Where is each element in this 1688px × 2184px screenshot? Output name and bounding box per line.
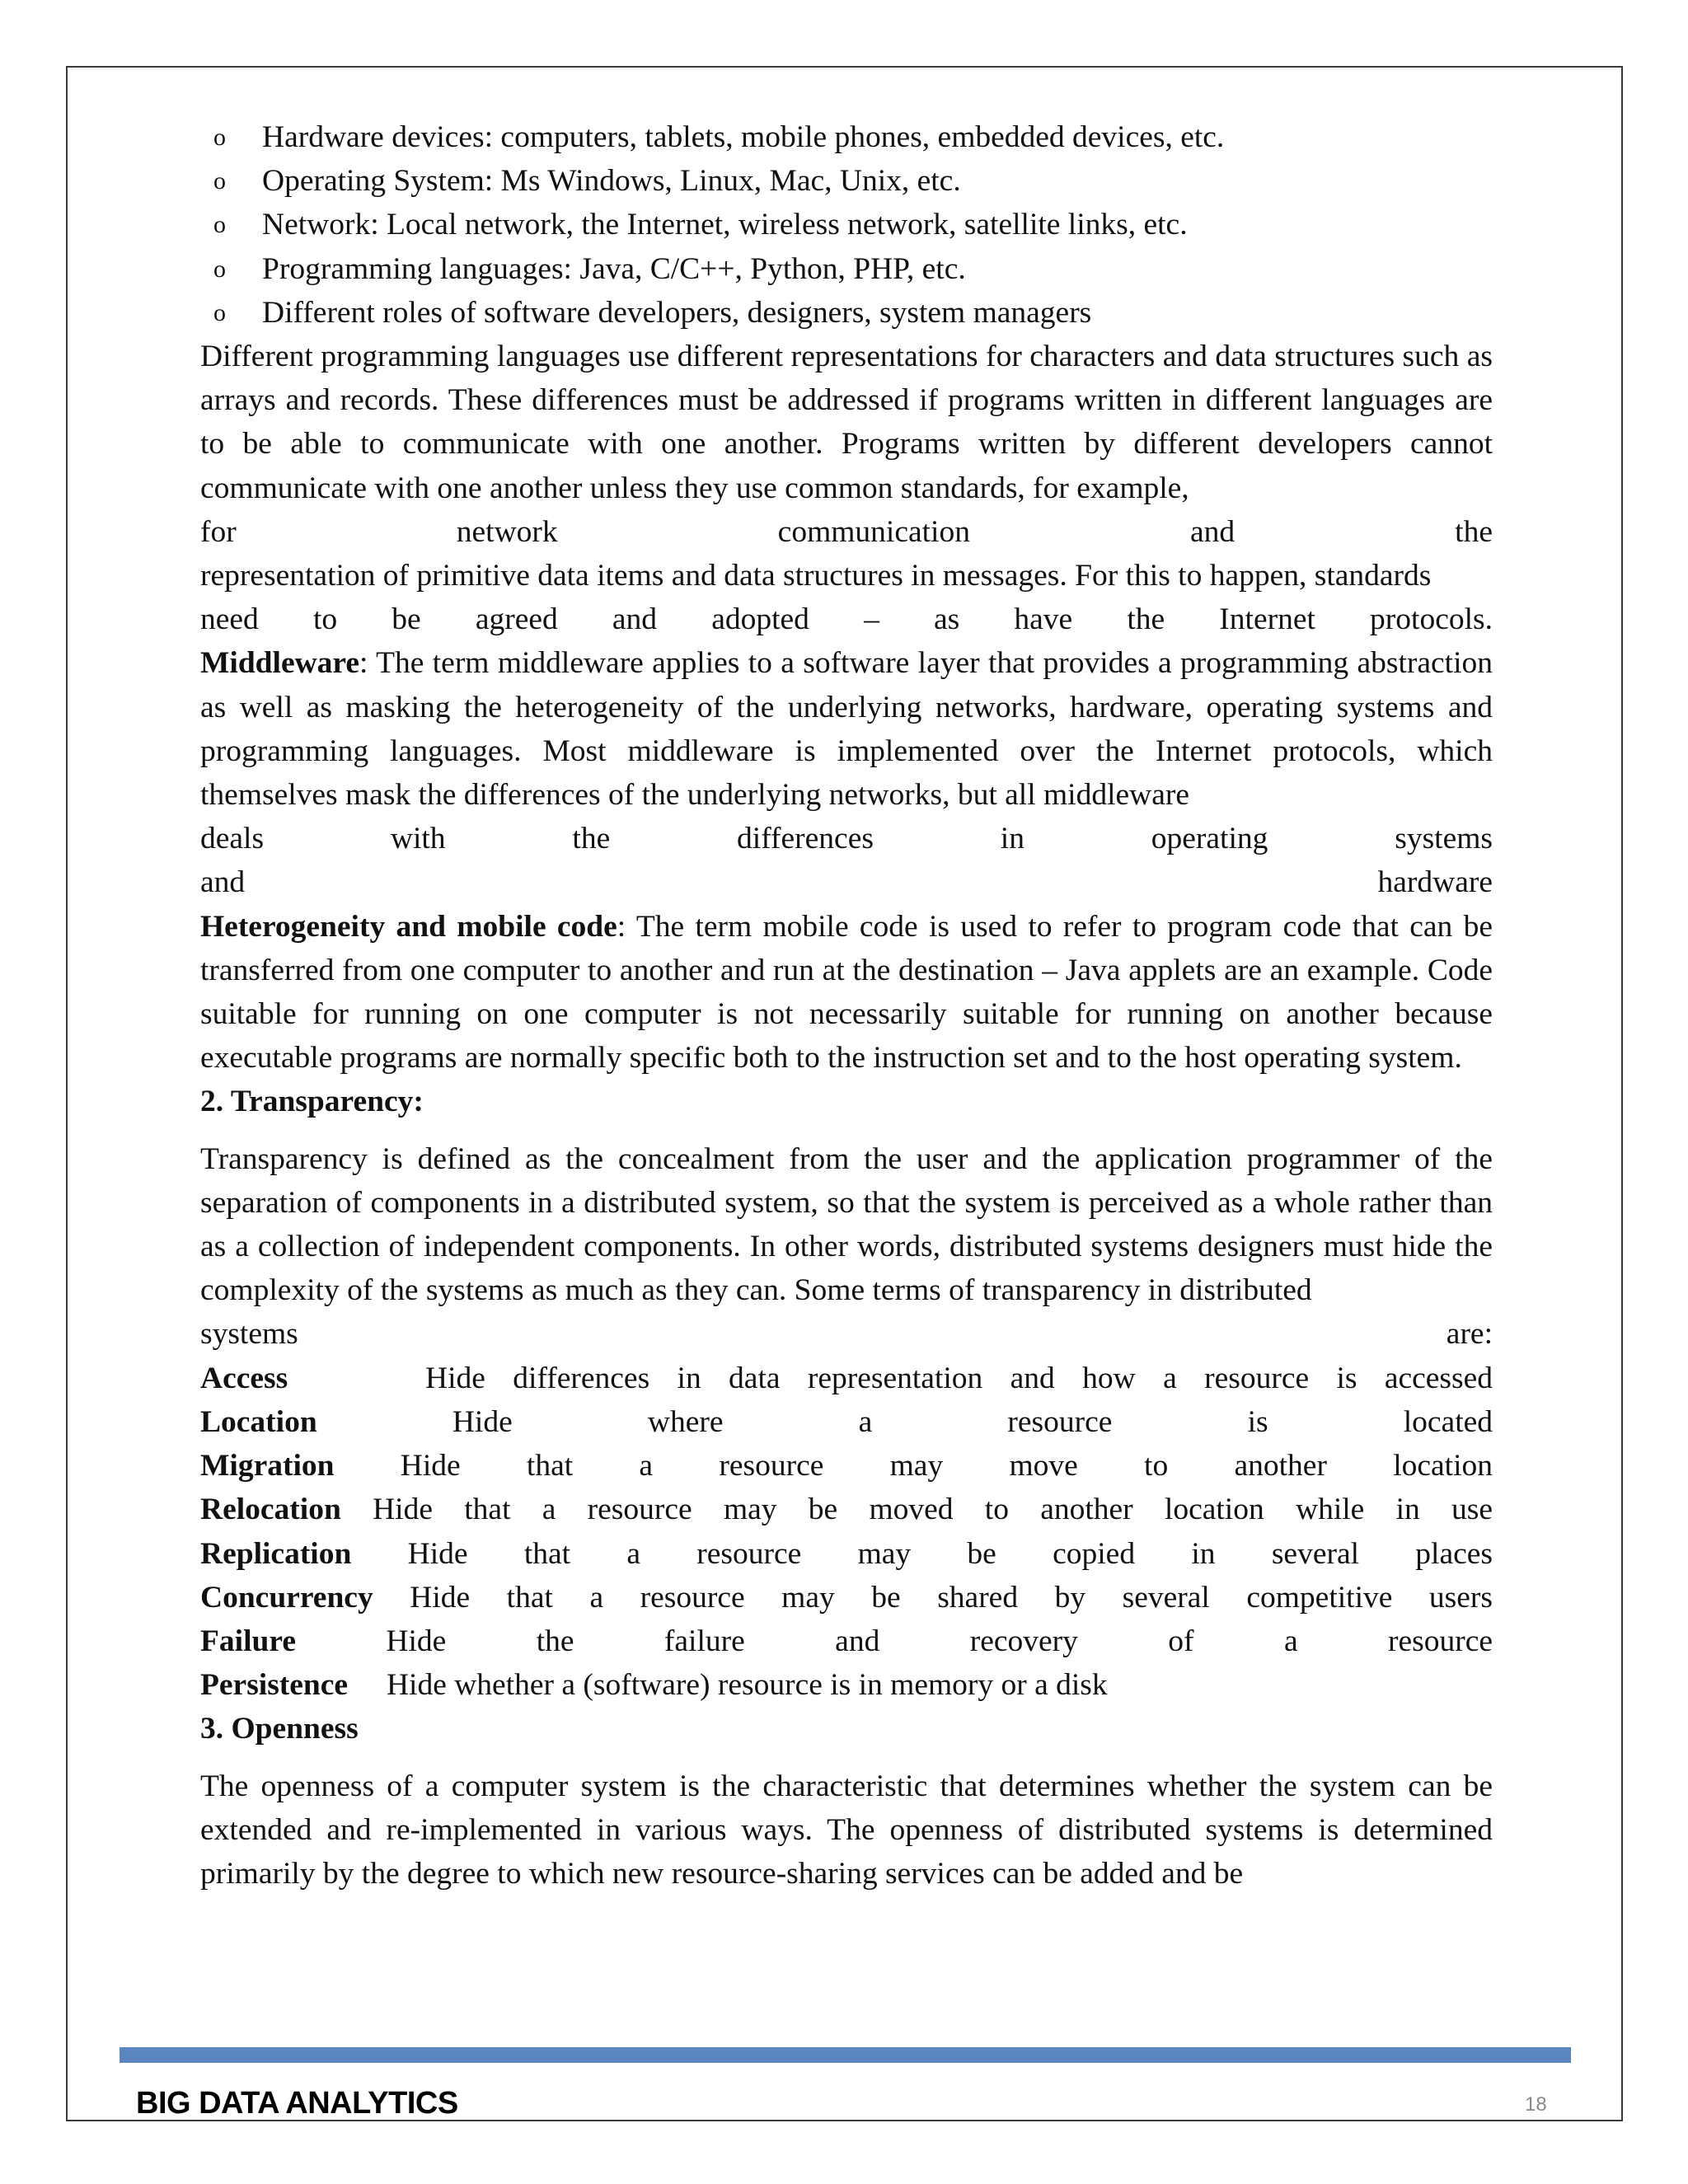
list-item: o Operating System: Ms Windows, Linux, Mac, Unix, etc.	[200, 159, 1493, 203]
paragraph-openness: The openness of a computer system is the characteristic that determines whether the system can be extended and re-implemented in various ways. The openness of distributed systems is determined primarily by the degree to which new resource-sharing services can be added and be	[200, 1769, 1493, 1891]
term-label: Location	[200, 1404, 317, 1439]
transparency-term-row: Relocation Hide that a resource may be moved to another location while in use	[200, 1493, 1493, 1527]
transparency-term-row: Replication Hide that a resource may be copied in several places	[200, 1536, 1493, 1571]
bullet-marker: o	[213, 124, 226, 151]
paragraph-line: and hardware	[200, 865, 1493, 900]
footer-divider-bar	[120, 2047, 1571, 2063]
term-label: Persistence	[200, 1668, 349, 1703]
transparency-term-row: Concurrency Hide that a resource may be shared by several competitive users	[200, 1580, 1493, 1615]
document-body	[200, 115, 1493, 1896]
term-label: Concurrency	[200, 1580, 373, 1615]
paragraph-line: for network communication and the	[200, 514, 1493, 549]
paragraph-line: need to be agreed and adopted – as have the Internet protocols.	[200, 602, 1493, 637]
paragraph-heterogeneity: Different programming languages use different representations for characters and data structures such as arrays and records. These differences must be addressed if programs written in different languages are to be able to communicate with one another. Programs written by different developers cannot communicate with one another unless they use common standards, for example,	[200, 340, 1493, 505]
paragraph-middleware: Middleware: The term middleware applies to a software layer that provides a programming abstraction as well as masking the heterogeneity of the underlying networks, hardware, operating systems and programming languages. Most middleware is implemented over the Internet protocols, which themselves mask the differences of the underlying networks, but all middleware	[200, 646, 1493, 813]
term-label: Relocation	[200, 1493, 341, 1527]
transparency-term-row: Access Hide differences in data representation and how a resource is accessed	[200, 1361, 1493, 1395]
paragraph-line: representation of primitive data items and data structures in messages. For this to happen, standards	[200, 559, 1432, 593]
paragraph-line: deals with the differences in operating systems	[200, 822, 1493, 856]
transparency-term-row: Migration Hide that a resource may move to another location	[200, 1449, 1493, 1483]
paragraph-transparency: Transparency is defined as the concealment from the user and the application programmer of the separation of components in a distributed system, so that the system is perceived as a whole rather than as a collection of independent components. In other words, distributed systems designers must hide the complexity of the systems as much as they can. Some terms of transparency in distributed	[200, 1141, 1493, 1308]
section-heading-openness: 3. Openness	[200, 1712, 359, 1746]
bullet-marker: o	[213, 167, 226, 195]
term-mobile-code: Heterogeneity and mobile code	[200, 909, 617, 944]
bullet-marker: o	[213, 298, 226, 326]
footer-title: BIG DATA ANALYTICS	[136, 2086, 458, 2121]
term-label: Migration	[200, 1449, 335, 1483]
list-item: o Hardware devices: computers, tablets, mobile phones, embedded devices, etc.	[200, 115, 1493, 159]
term-label: Access	[200, 1361, 288, 1395]
transparency-term-row: Location Hide where a resource is located	[200, 1404, 1493, 1439]
term-label: Replication	[200, 1536, 352, 1571]
bullet-marker: o	[213, 255, 226, 283]
list-item: o Programming languages: Java, C/C++, Python, PHP, etc.	[200, 247, 1493, 291]
bullet-list	[200, 115, 1493, 335]
transparency-term-row: Failure Hide the failure and recovery of a resource	[200, 1624, 1493, 1658]
transparency-term-row: Persistence Hide whether a (software) resource is in memory or a disk	[200, 1668, 1108, 1703]
page-number: 18	[1525, 2093, 1547, 2116]
section-heading-transparency: 2. Transparency:	[200, 1085, 424, 1119]
term-middleware: Middleware	[200, 646, 360, 681]
paragraph-line: systems are:	[200, 1317, 1493, 1352]
term-label: Failure	[200, 1624, 296, 1658]
paragraph-mobile-code: Heterogeneity and mobile code: The term mobile code is used to refer to program code that can be transferred from one computer to another and run at the destination – Java applets are an example. Code suitable for running on one computer is not necessarily suitable for running on another because executable programs are normally specific both to the instruction set and to the host operating system.	[200, 909, 1493, 1076]
bullet-marker: o	[213, 211, 226, 239]
list-item: o Network: Local network, the Internet, wireless network, satellite links, etc.	[200, 203, 1493, 246]
list-item: o Different roles of software developers, designers, system managers	[200, 291, 1493, 335]
